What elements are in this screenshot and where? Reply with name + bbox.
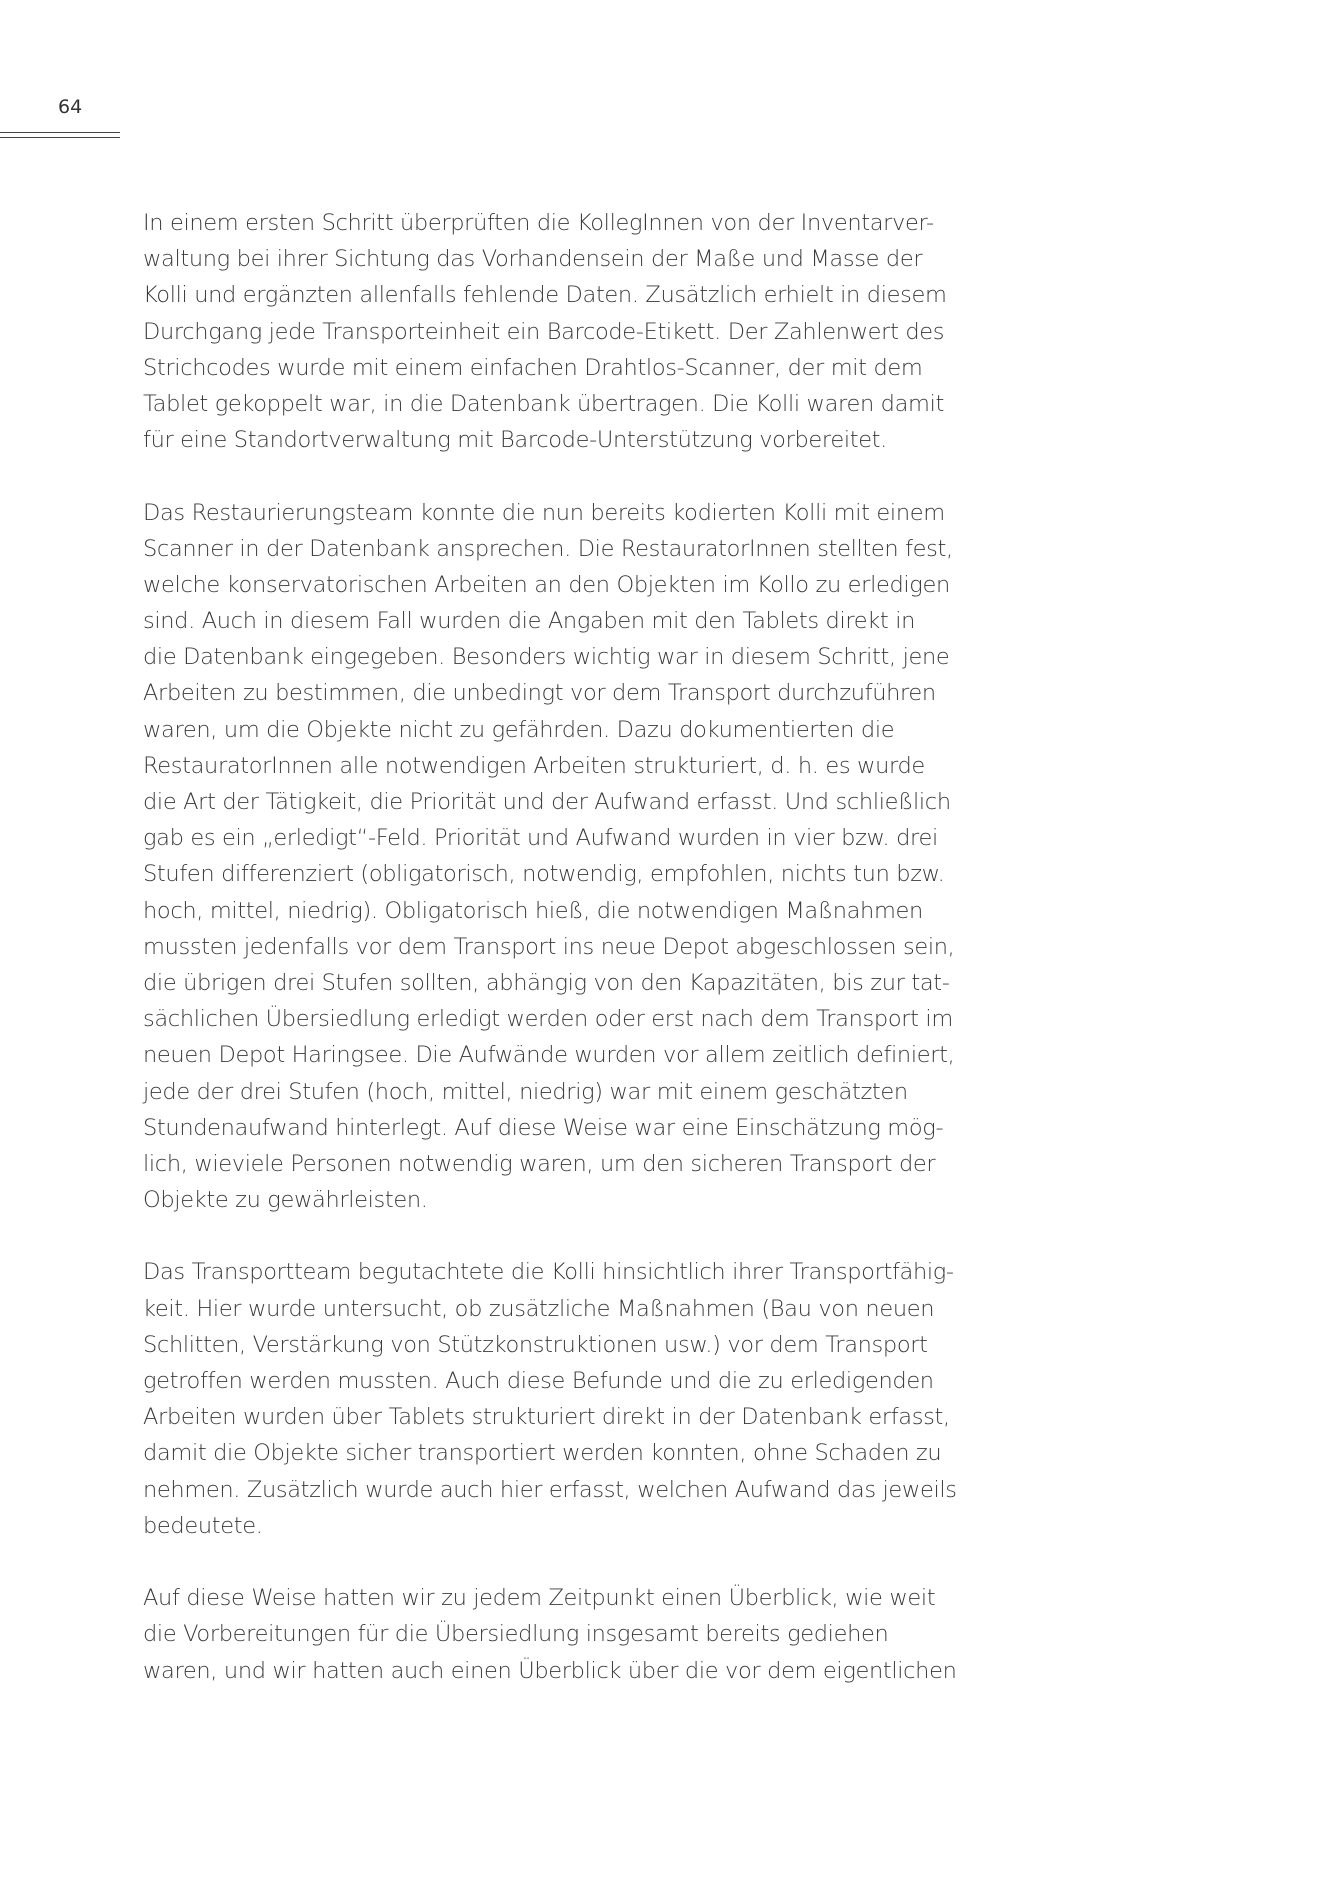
text-line: Strichcodes wurde mit einem einfachen Drahtlos-Scanner, der mit dem [143,354,923,381]
text-line: Arbeiten zu bestimmen, die unbedingt vor dem Transport durchzuführen [143,680,936,707]
text-line: die übrigen drei Stufen sollten, abhängig von den Kapazitäten, bis zur tat- [143,969,950,996]
text-line: damit die Objekte sicher transportiert werden konnten, ohne Schaden zu [143,1440,942,1467]
text-line: Auf diese Weise hatten wir zu jedem Zeitpunkt einen Überblick, wie weit [143,1585,936,1612]
text-line: keit. Hier wurde untersucht, ob zusätzliche Maßnahmen (Bau von neuen [143,1295,935,1322]
text-line: die Art der Tätigkeit, die Priorität und der Aufwand erfasst. Und schließlich [143,789,951,815]
text-line: lich, wieviele Personen notwendig waren, um den sicheren Transport der [143,1150,936,1177]
text-line: für eine Standortverwaltung mit Barcode-Unterstützung vorbereitet. [143,427,887,454]
text-line: Schlitten, Verstärkung von Stützkonstruktionen usw.) vor dem Transport [143,1331,928,1358]
paragraph-gap [143,1218,1193,1254]
header-rule-top [0,132,120,133]
text-line: waren, um die Objekte nicht zu gefährden. Dazu dokumentierten die [143,716,895,743]
text-line: getroffen werden mussten. Auch diese Befunde und die zu erledigenden [143,1368,934,1394]
text-line: waltung bei ihrer Sichtung das Vorhandensein der Maße und Masse der [143,246,923,273]
text-line: jede der drei Stufen (hoch, mittel, niedrig) war mit einem geschätzten [143,1078,908,1105]
paragraph-gap [143,458,1193,494]
text-line: sind. Auch in diesem Fall wurden die Angaben mit den Tablets direkt in [143,608,916,635]
text-line: welche konservatorischen Arbeiten an den Objekten im Kollo zu erledigen [143,571,950,598]
text-line: Das Restaurierungsteam konnte die nun bereits kodierten Kolli mit einem [143,499,945,526]
page-number: 64 [58,96,83,118]
text-line: Scanner in der Datenbank ansprechen. Die RestauratorInnen stellten fest, [143,535,953,562]
text-line: Stufen differenziert (obligatorisch, notwendig, empfohlen, nichts tun bzw. [143,861,945,888]
paragraph [143,1580,1193,1689]
text-line: Durchgang jede Transporteinheit ein Barcode-Etikett. Der Zahlenwert des [143,318,945,345]
text-line: RestauratorInnen alle notwendigen Arbeiten strukturiert, d. h. es wurde [143,752,925,779]
text-line: In einem ersten Schritt überprüften die KollegInnen von der Inventarver- [143,210,934,236]
paragraph [143,205,1193,458]
paragraph [143,1254,1193,1544]
text-line: Tablet gekoppelt war, in die Datenbank übertragen. Die Kolli waren damit [143,390,944,417]
text-line: hoch, mittel, niedrig). Obligatorisch hieß, die notwendigen Maßnahmen [143,897,923,924]
text-line: sächlichen Übersiedlung erledigt werden oder erst nach dem Transport im [143,1006,953,1033]
text-line: Arbeiten wurden über Tablets strukturiert direkt in der Datenbank erfasst, [143,1404,950,1431]
text-line: Das Transportteam begutachtete die Kolli hinsichtlich ihrer Transportfähig- [143,1259,954,1286]
text-line: Kolli und ergänzten allenfalls fehlende Daten. Zusätzlich erhielt in diesem [143,282,947,309]
text-line: die Datenbank eingegeben. Besonders wichtig war in diesem Schritt, jene [143,644,950,671]
text-line: die Vorbereitungen für die Übersiedlung insgesamt bereits gediehen [143,1621,889,1648]
text-line: waren, und wir hatten auch einen Überblick über die vor dem eigentlichen [143,1657,957,1684]
body-text [143,205,1193,1689]
text-line: bedeutete. [143,1512,263,1539]
paragraph [143,495,1193,1219]
text-line: Objekte zu gewährleisten. [143,1187,428,1214]
header-rule-bottom [0,137,120,138]
text-line: gab es ein „erledigt“-Feld. Priorität und Aufwand wurden in vier bzw. drei [143,825,938,852]
text-line: nehmen. Zusätzlich wurde auch hier erfasst, welchen Aufwand das jeweils [143,1476,957,1503]
text-line: mussten jedenfalls vor dem Transport ins neue Depot abgeschlossen sein, [143,933,955,960]
paragraph-gap [143,1544,1193,1580]
text-line: neuen Depot Haringsee. Die Aufwände wurden vor allem zeitlich definiert, [143,1042,955,1069]
text-line: Stundenaufwand hinterlegt. Auf diese Weise war eine Einschätzung mög- [143,1114,944,1141]
